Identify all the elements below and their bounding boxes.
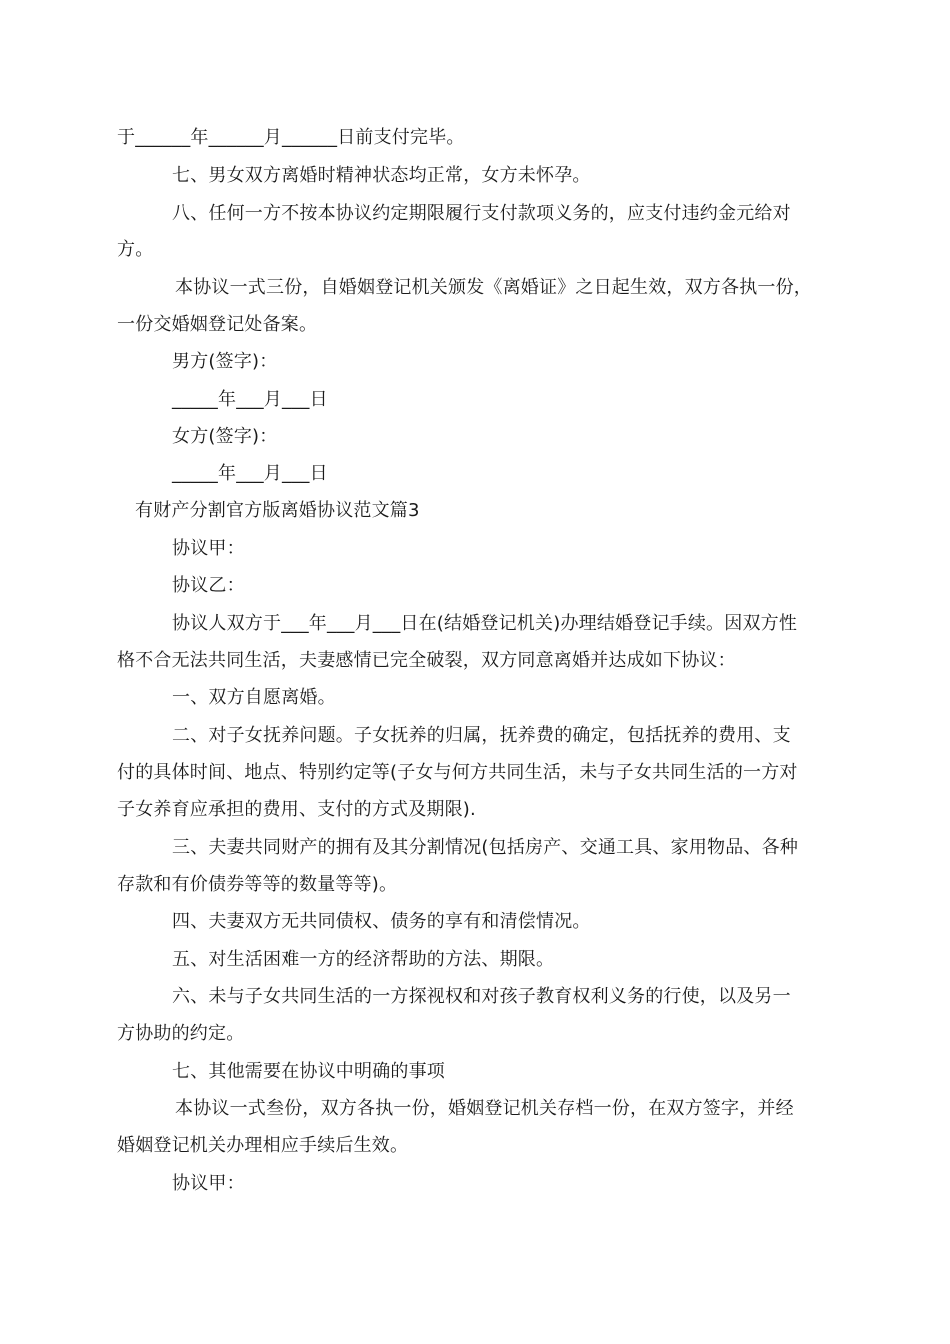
copies-statement-2: 本协议一式叁份，双方各执一份，婚姻登记机关存档一份，在双方签字，并经	[175, 1098, 794, 1119]
party-a-label: 协议甲：	[172, 538, 245, 559]
clause-5-assistance: 五、对生活困难一方的经济帮助的方法、期限。	[172, 949, 555, 970]
clause-7-other-matters: 七、其他需要在协议中明确的事项	[172, 1061, 445, 1082]
clause-6-visitation: 六、未与子女共同生活的一方探视权和对孩子教育权利义务的行使，以及另一	[172, 986, 791, 1007]
clause-4-debts: 四、夫妻双方无共同债权、债务的享有和清偿情况。	[172, 911, 591, 932]
clause-2-custody-cont-2: 子女养育应承担的费用、支付的方式及期限).	[117, 799, 476, 820]
intro-paragraph: 协议人双方于___年___月___日在(结婚登记机关)办理结婚登记手续。因双方性	[172, 613, 798, 634]
clause-2-custody: 二、对子女抚养问题。子女抚养的归属，抚养费的确定，包括抚养的费用、支	[172, 725, 791, 746]
clause-1-voluntary: 一、双方自愿离婚。	[172, 687, 336, 708]
party-a-label-end: 协议甲：	[172, 1173, 245, 1194]
intro-paragraph-cont: 格不合无法共同生活，夫妻感情已完全破裂，双方同意离婚并达成如下协议：	[117, 650, 736, 671]
section-title-3: 有财产分割官方版离婚协议范文篇3	[135, 500, 420, 521]
clause-2-custody-cont-1: 付的具体时间、地点、特别约定等(子女与何方共同生活，未与子女共同生活的一方对	[117, 762, 798, 783]
copies-statement: 本协议一式三份，自婚姻登记机关颁发《离婚证》之日起生效，双方各执一份，	[175, 277, 812, 298]
clause-6-visitation-cont: 方协助的约定。	[117, 1023, 245, 1044]
clause-8-penalty-cont: 方。	[117, 239, 154, 260]
copies-statement-2-cont: 婚姻登记机关办理相应手续后生效。	[117, 1135, 409, 1156]
text-line-payment-deadline: 于______年______月______日前支付完毕。	[117, 127, 465, 148]
female-signature-date: _____年___月___日	[172, 463, 328, 484]
party-b-label: 协议乙：	[172, 575, 245, 596]
clause-8-penalty: 八、任何一方不按本协议约定期限履行支付款项义务的，应支付违约金元给对	[172, 203, 791, 224]
female-signature-label: 女方(签字)：	[172, 426, 278, 447]
clause-3-property-cont: 存款和有价债券等等的数量等等)。	[117, 874, 398, 895]
copies-statement-cont: 一份交婚姻登记处备案。	[117, 314, 318, 335]
male-signature-date: _____年___月___日	[172, 389, 328, 410]
male-signature-label: 男方(签字)：	[172, 351, 278, 372]
clause-7-mental-state: 七、男女双方离婚时精神状态均正常，女方未怀孕。	[172, 165, 591, 186]
clause-3-property: 三、夫妻共同财产的拥有及其分割情况(包括房产、交通工具、家用物品、各种	[172, 837, 799, 858]
